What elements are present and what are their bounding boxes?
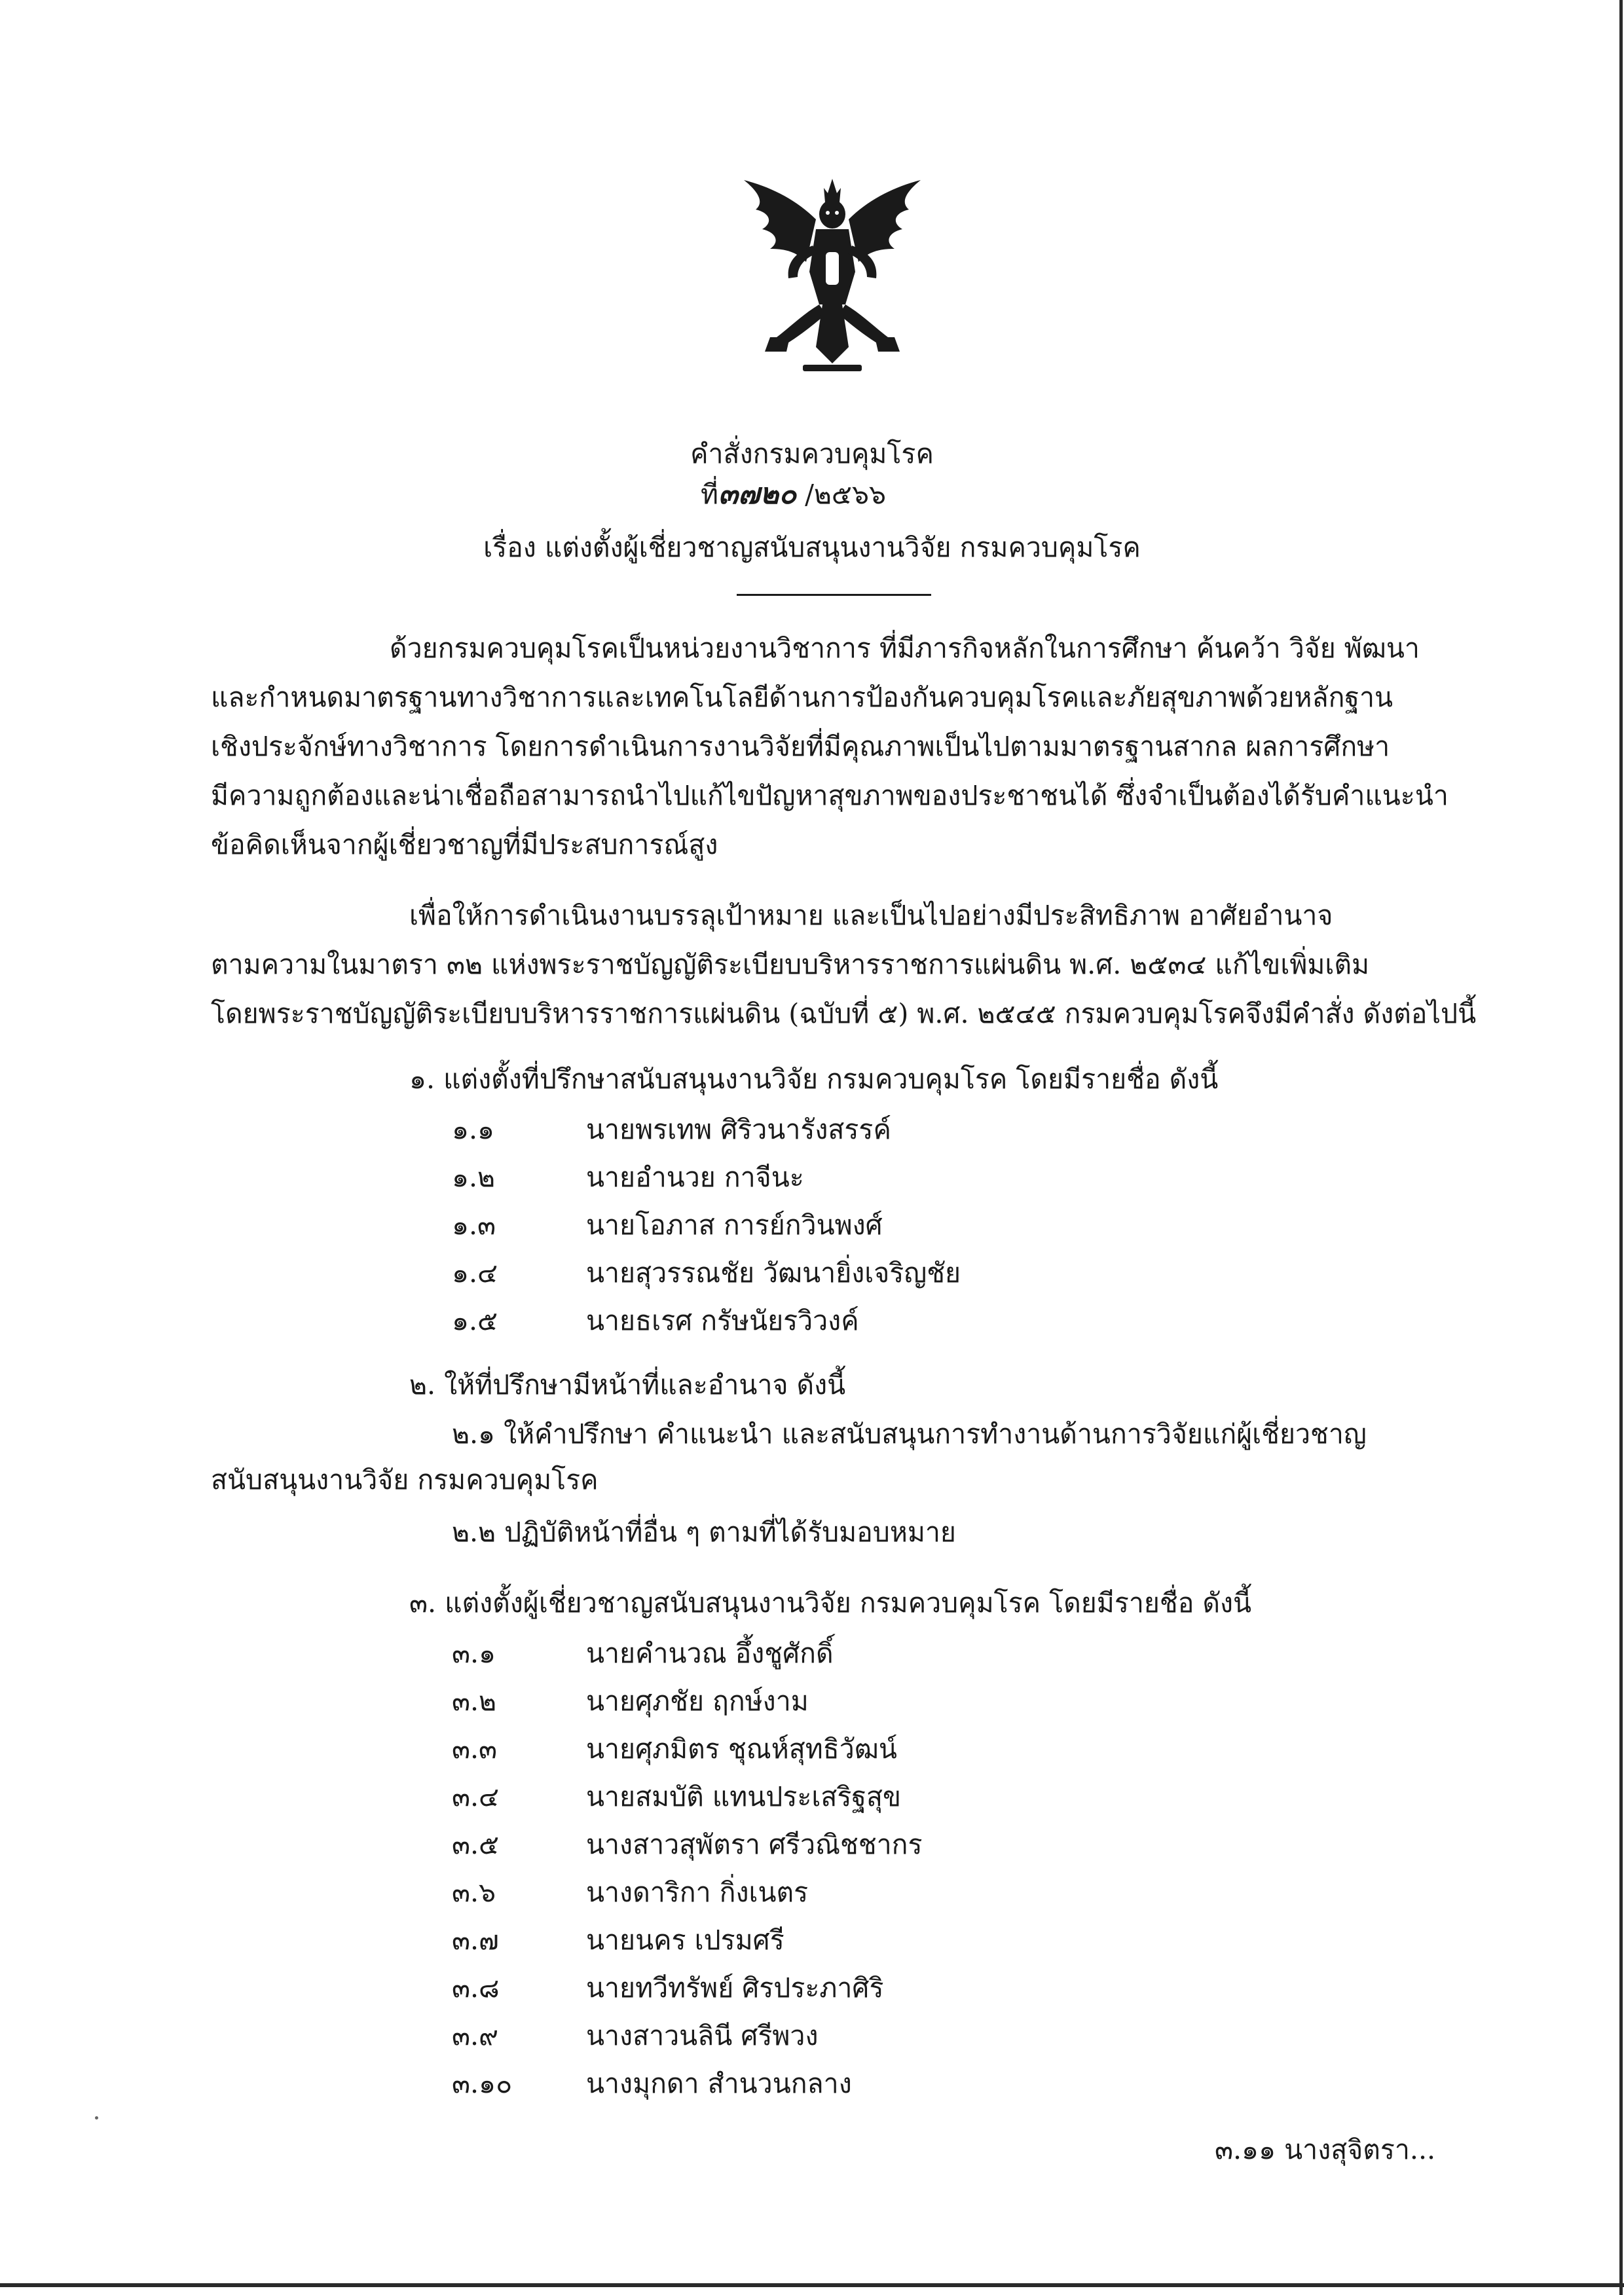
section-3-item-2-name: นายศุภชัย ฤกษ์งาม [586,1685,809,1717]
section-2-item-1-line-2: สนับสนุนงานวิจัย กรมควบคุมโรค [211,1464,599,1496]
garuda-emblem-icon [724,174,940,383]
section-3-item-4-number: ๓.๔ [452,1781,500,1812]
section-2-heading: ๒. ให้ที่ปรึกษามีหน้าที่และอำนาจ ดังนี้ [409,1369,846,1401]
section-1-item-5-name: นายธเรศ กรัษนัยรวิวงค์ [586,1305,859,1336]
paragraph-2-line-2: ตามความในมาตรา ๓๒ แห่งพระราชบัญญัติระเบียบบริหารราชการแผ่นดิน พ.ศ. ๒๕๓๔ แก้ไขเพิ่มเติม [211,949,1370,980]
section-3-item-5-name: นางสาวสุพัตรา ศรีวณิชชากร [586,1829,923,1860]
section-1-item-3-name: นายโอภาส การย์กวินพงศ์ [586,1209,883,1241]
section-3-item-3-number: ๓.๓ [452,1733,498,1765]
section-3-item-4-name: นายสมบัติ แทนประเสริฐสุข [586,1781,902,1812]
section-1-item-2-number: ๑.๒ [452,1162,496,1193]
order-number [701,476,886,513]
section-1-item-3-number: ๑.๓ [452,1209,496,1241]
issuer-title: คำสั่งกรมควบคุมโรค [690,438,934,469]
section-3-item-1-number: ๓.๑ [452,1638,496,1669]
section-1-item-1-number: ๑.๑ [452,1114,495,1145]
section-3-item-6-name: นางดาริกา กิ่งเนตร [586,1877,809,1908]
order-number-handwritten: ๓๗๒๐ [718,477,797,511]
paragraph-2-line-1: เพื่อให้การดำเนินงานบรรลุเป้าหมาย และเป็นไปอย่างมีประสิทธิภาพ อาศัยอำนาจ [409,900,1333,931]
section-3-item-9-number: ๓.๙ [452,2020,499,2051]
section-3-item-8-name: นายทวีทรัพย์ ศิรประภาศิริ [586,1972,884,2004]
section-3-item-2-number: ๓.๒ [452,1685,497,1717]
scan-speck [95,2116,98,2120]
paragraph-1-line-4: มีความถูกต้องและน่าเชื่อถือสามารถนำไปแก้ไขปัญหาสุขภาพของประชาชนได้ ซึ่งจำเป็นต้องได้รับคำแนะนำ [211,780,1449,811]
section-3-item-6-number: ๓.๖ [452,1877,496,1908]
section-1-item-5-number: ๑.๕ [452,1305,498,1336]
paragraph-1-line-1: ด้วยกรมควบคุมโรคเป็นหน่วยงานวิชาการ ที่มีภารกิจหลักในการศึกษา ค้นคว้า วิจัย พัฒนา [390,633,1420,664]
section-3-item-5-number: ๓.๕ [452,1829,500,1860]
section-1-heading: ๑. แต่งตั้งที่ปรึกษาสนับสนุนงานวิจัย กรมควบคุมโรค โดยมีรายชื่อ ดังนี้ [409,1063,1219,1095]
scan-border-right [1619,0,1623,2295]
order-number-year: /๒๕๖๖ [796,479,887,510]
section-3-item-8-number: ๓.๘ [452,1972,500,2004]
section-3-item-1-name: นายคำนวณ อึ้งชูศักดิ์ [586,1638,834,1669]
order-subject: เรื่อง แต่งตั้งผู้เชี่ยวชาญสนับสนุนงานวิจัย กรมควบคุมโรค [483,532,1141,563]
section-1-item-1-name: นายพรเทพ ศิริวนารังสรรค์ [586,1114,891,1145]
continuation-text: ๓.๑๑ นางสุจิตรา... [1215,2134,1436,2165]
section-3-item-10-number: ๓.๑๐ [452,2068,513,2099]
order-number-prefix: ที่ [701,479,719,510]
title-rule [737,594,931,596]
section-2-item-1-line-1: ๒.๑ ให้คำปรึกษา คำแนะนำ และสนับสนุนการทำงานด้านการวิจัยแก่ผู้เชี่ยวชาญ [452,1418,1367,1450]
section-2-item-2: ๒.๒ ปฏิบัติหน้าที่อื่น ๆ ตามที่ได้รับมอบหมาย [452,1516,956,1548]
section-3-item-10-name: นางมุกดา สำนวนกลาง [586,2068,852,2099]
section-3-item-3-name: นายศุภมิตร ชุณห์สุทธิวัฒน์ [586,1733,897,1765]
section-3-heading: ๓. แต่งตั้งผู้เชี่ยวชาญสนับสนุนงานวิจัย กรมควบคุมโรค โดยมีรายชื่อ ดังนี้ [409,1587,1252,1619]
scan-border-bottom [0,2283,1624,2287]
paragraph-1-line-2: และกำหนดมาตรฐานทางวิชาการและเทคโนโลยีด้านการป้องกันควบคุมโรคและภัยสุขภาพด้วยหลักฐาน [211,682,1393,713]
section-1-item-4-name: นายสุวรรณชัย วัฒนายิ่งเจริญชัย [586,1257,961,1289]
section-3-item-7-number: ๓.๗ [452,1924,499,1956]
section-3-item-9-name: นางสาวนลินี ศรีพวง [586,2020,819,2051]
paragraph-1-line-3: เชิงประจักษ์ทางวิชาการ โดยการดำเนินการงานวิจัยที่มีคุณภาพเป็นไปตามมาตรฐานสากล ผลการศึกษา [211,731,1390,762]
section-1-item-4-number: ๑.๔ [452,1257,498,1289]
section-1-item-2-name: นายอำนวย กาจีนะ [586,1162,804,1193]
paragraph-2-line-3: โดยพระราชบัญญัติระเบียบบริหารราชการแผ่นดิน (ฉบับที่ ๕) พ.ศ. ๒๕๔๕ กรมควบคุมโรคจึงมีคำสั่ง ดังต่อไปนี้ [211,998,1477,1029]
paragraph-1-line-5: ข้อคิดเห็นจากผู้เชี่ยวชาญที่มีประสบการณ์สูง [211,829,718,860]
section-3-item-7-name: นายนคร เปรมศรี [586,1924,784,1956]
